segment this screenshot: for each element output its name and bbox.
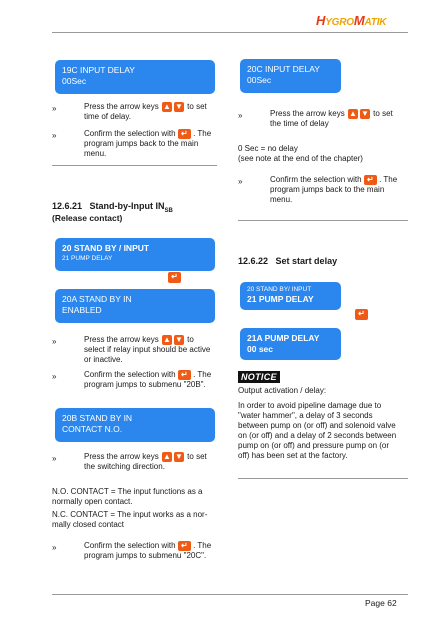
lcd-20-stand-by-input: 20 STAND BY / INPUT 21 PUMP DELAY (55, 238, 215, 271)
arrow-down-icon: ▼ (174, 452, 183, 461)
bullet-confirm-main-menu-right: Confirm the selection with ↵ . The program jumps back to the main menu. (270, 175, 398, 205)
divider (52, 165, 217, 166)
notice-label: NOTICE (238, 371, 280, 383)
bullet-confirm-20b: Confirm the selection with ↵ . The program jumps to submenu "20B". (84, 370, 212, 390)
enter-key-icon: ↵ (178, 541, 191, 551)
bullet-marker: » (52, 337, 57, 346)
lcd-20a-stand-by-in: 20A STAND BY IN ENABLED (55, 289, 215, 323)
hygromatik-logo: HYGROMATIK (316, 13, 387, 28)
enter-key-icon: ↵ (364, 175, 377, 185)
enter-key-icon: ↵ (168, 272, 181, 283)
bullet-marker: » (52, 372, 57, 381)
bullet-press-arrow-switching: Press the arrow keys ▲ ▼ to set the switching direction. (84, 452, 207, 472)
bullet-marker: » (52, 104, 57, 113)
enter-key-icon: ↵ (178, 129, 191, 139)
section-heading-12-6-21: 12.6.21 Stand-by-Input $IN_{SB}$ (52, 201, 173, 214)
enter-key-icon: ↵ (178, 370, 191, 380)
arrow-down-icon: ▼ (360, 109, 369, 118)
lcd-20c-input-delay: 20C INPUT DELAY 00Sec (240, 59, 341, 93)
notice-paragraph: In order to avoid pipeline damage due to "water hammer", a delay of 3 seconds between pump on (or off) and solenoid valve on (or off) and a delay of 2 seconds between pump on (or off) and pressure pump on (or off) has been set at the factory. (238, 401, 397, 460)
enter-key-icon: ↵ (355, 309, 368, 320)
section-subheading: (Release contact) (52, 213, 123, 223)
bullet-marker: » (238, 177, 243, 186)
section-heading-12-6-22: 12.6.22 Set start delay (238, 256, 338, 266)
bullet-press-arrow-delay: Press the arrow keys ▲ ▼ to set time of delay. (84, 102, 207, 122)
lcd-20-stand-by-input-right: 20 STAND BY/ INPUT 21 PUMP DELAY (240, 282, 341, 310)
arrow-up-icon: ▲ (162, 452, 171, 461)
bullet-confirm-20c: Confirm the selection with ↵ . The program jumps to submenu "20C". (84, 541, 212, 561)
page-number: Page 62 (365, 598, 397, 608)
bullet-marker: » (238, 111, 243, 120)
divider (238, 478, 408, 479)
footer-rule (52, 594, 408, 595)
lcd-21a-pump-delay: 21A PUMP DELAY 00 sec (240, 328, 341, 360)
bullet-marker: » (52, 454, 57, 463)
no-contact-description: N.O. CONTACT = The input functions as a normally open contact. (52, 487, 203, 506)
arrow-down-icon: ▼ (174, 335, 183, 344)
lcd-19c-input-delay: 19C INPUT DELAY 00Sec (55, 60, 215, 94)
arrow-up-icon: ▲ (348, 109, 357, 118)
bullet-press-arrow-time: Press the arrow keys ▲ ▼ to set the time of delay (270, 109, 393, 129)
lcd-20b-stand-by-in: 20B STAND BY IN CONTACT N.O. (55, 408, 215, 442)
bullet-confirm-main-menu: Confirm the selection with ↵ . The program jumps back to the main menu. (84, 129, 212, 159)
nc-contact-description: N.C. CONTACT = The input works as a nor- mally closed contact (52, 510, 208, 529)
arrow-up-icon: ▲ (162, 102, 171, 111)
delay-note: 0 Sec = no delay (see note at the end of the chapter) (238, 144, 363, 163)
header-rule (52, 32, 408, 33)
bullet-marker: » (52, 131, 57, 140)
bullet-press-arrow-relay: Press the arrow keys ▲ ▼ to select if relay input should be active or inactive. (84, 335, 211, 365)
arrow-up-icon: ▲ (162, 335, 171, 344)
arrow-down-icon: ▼ (174, 102, 183, 111)
notice-subtitle: Output activation / delay: (238, 386, 327, 395)
divider (238, 220, 408, 221)
bullet-marker: » (52, 543, 57, 552)
